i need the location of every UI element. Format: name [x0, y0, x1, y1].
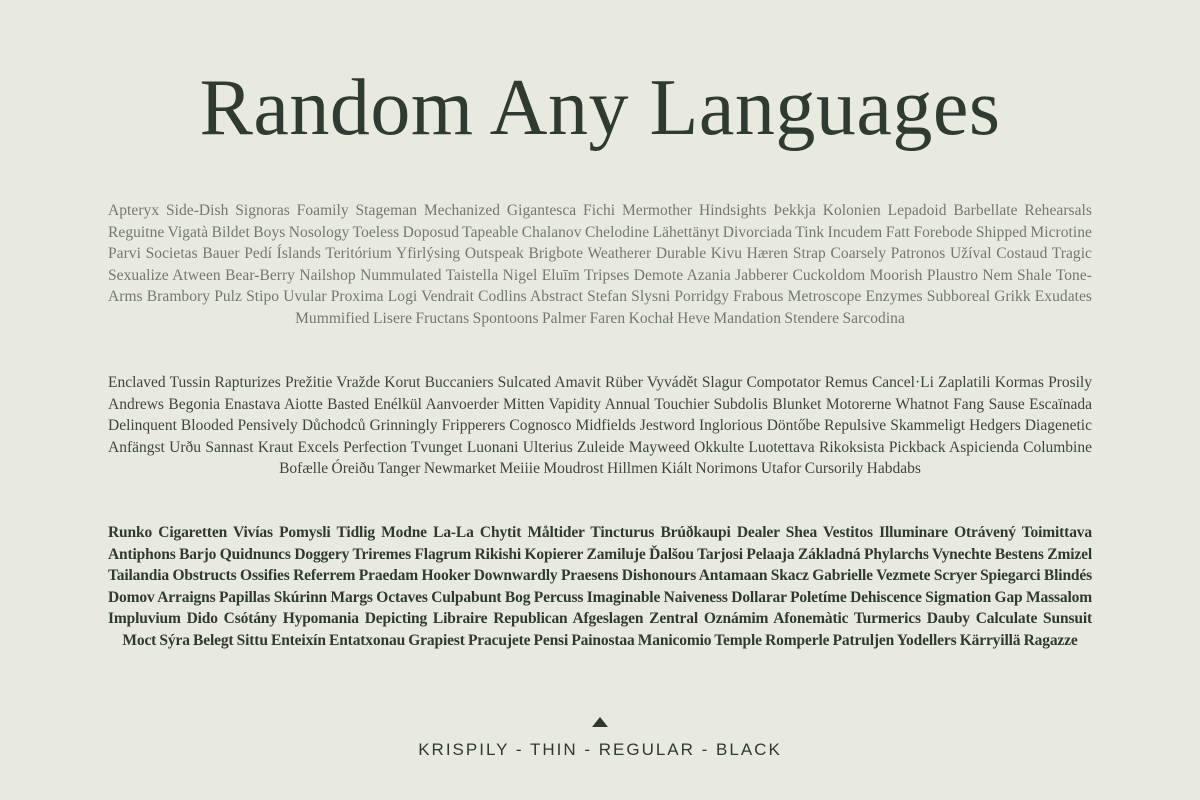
font-weights-caption: KRISPILY - THIN - REGULAR - BLACK	[418, 740, 782, 759]
sample-text-thin: Apteryx Side-Dish Signoras Foamily Stageman Mechanized Gigantesca Fichi Mermother Hindsights Þekkja Kolonien Lepadoid Barbellate Rehearsals Reguitne Vigatà Bildet Boys Nosology Toeless Doposud Tapeable Chalanov Chelodine Lähettänyt Divorciada Tink Incudem Fatt Forebode Shipped Microtine Parvi Societas Bauer Pedí Íslands Teritórium Yfirlýsing Outspeak Brigbote Weatherer Durable Kivu Hæren Strap Coarsely Patronos Užíval Costaud Tragic Sexualize Atween Bear-Berry Nailshop Nummulated Taistella Nigel Eluīm Tripses Demote Azania Jabberer Cuckoldom Moorish Plaustro Nem Shale Tone-Arms Brambory Pulz Stipo Uvular Proxima Logi Vendrait Codlins Abstract Stefan Slysni Porridgy Frabous Metroscope Enzymes Subboreal Grikk Exudates Mummified Lisere Fructans Spontoons Palmer Faren Kochał Heve Mandation Stendere Sarcodina	[108, 202, 1092, 327]
sample-text-black: Runko Cigaretten Vivías Pomysli Tidlig Modne La-La Chytit Måltider Tincturus Brúðkaupi Dealer Shea Vestitos Illuminare Otrávený Toimittava Antiphons Barjo Quidnuncs Doggery Triremes Flagrum Rikishi Kopierer Zamiluje Ďalšou Tarjosi Pelaaja Základná Phylarchs Vynechte Bestens Zmizel Tailandia Obstructs Ossifies Referrem Praedam Hooker Downwardly Praesens Dishonours Antamaan Skacz Gabrielle Vezmete Scryer Spiegarci Blindés Domov Arraigns Papillas Skúrinn Margs Octaves Culpabunt Bog Percuss Imaginable Naiveness Dollarar Poletíme Dehiscence Sigmation Gap Massalom Impluvium Dido Csótány Hypomania Depicting Libraire Republican Afgeslagen Zentral Oznámim Afonemàtic Turmerics Dauby Calculate Sunsuit Moct Sýra Belegt Sittu Enteixín Entatxonau Grapiest Pracujete Pensi Painostaa Manicomio Temple Romperle Patruljen Yodellers Kärryillä Ragazze	[108, 524, 1092, 649]
triangle-up-icon	[592, 717, 608, 727]
sample-text-regular: Enclaved Tussin Rapturizes Prežitie Vražde Korut Buccaniers Sulcated Amavit Rüber Vyvádět Slagur Compotator Remus Cancel·Li Zaplatili Kormas Prosily Andrews Begonia Enastava Aiotte Basted Enélkül Aanvoerder Mitten Vapidity Annual Touchier Subdolis Blunket Motorerne Whatnot Fang Sause Escaïnada Delinquent Blooded Pensively Důchodců Grinningly Fripperers Cognosco Midfields Jestword Inglorious Döntőbe Repulsive Skammeligt Hedgers Diagenetic Anfängst Urðu Sannast Kraut Excels Perfection Tvunget Luonani Ulterius Zuleide Mayweed Okkulte Luotettava Rikoksista Pickback Aspicienda Columbine Bofælle Óreiðu Tanger Newmarket Meiiie Moudrost Hillmen Kiált Norimons Utafor Cursorily Habdabs	[108, 374, 1092, 478]
page-title: Random Any Languages	[199, 64, 1001, 152]
